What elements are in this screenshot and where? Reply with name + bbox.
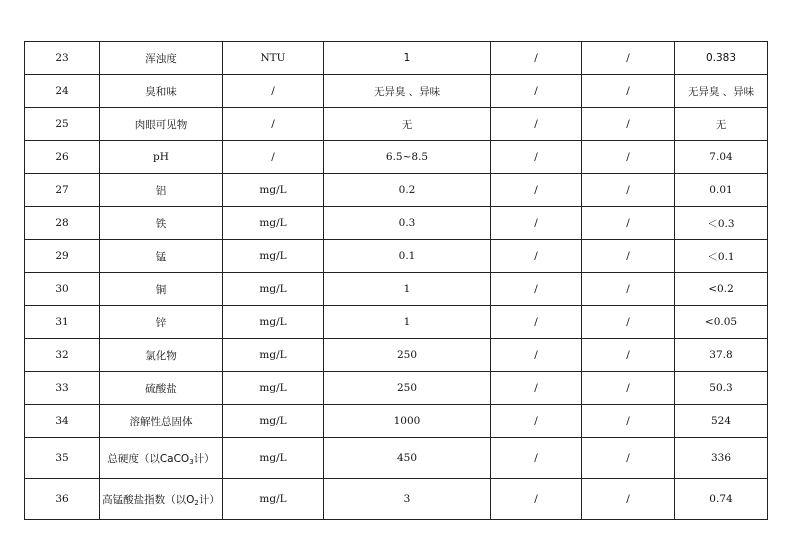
unit-cell: mg/L xyxy=(223,339,324,372)
water-quality-table xyxy=(24,41,768,520)
unit-cell: mg/L xyxy=(223,405,324,438)
empty-cell: / xyxy=(582,174,675,207)
result-value: 无异臭 、异味 xyxy=(675,75,768,108)
empty-cell: / xyxy=(582,438,675,479)
limit-value: 6.5~8.5 xyxy=(324,141,491,174)
table-row xyxy=(25,42,768,75)
unit-cell: mg/L xyxy=(223,306,324,339)
row-number: 28 xyxy=(25,207,100,240)
table-row xyxy=(25,405,768,438)
empty-cell: / xyxy=(491,42,582,75)
unit-cell: mg/L xyxy=(223,372,324,405)
empty-cell: / xyxy=(491,405,582,438)
test-item: 溶解性总固体 xyxy=(100,405,223,438)
unit-cell: / xyxy=(223,108,324,141)
empty-cell: / xyxy=(491,108,582,141)
row-number: 25 xyxy=(25,108,100,141)
subscript: 2 xyxy=(194,498,199,507)
row-number: 23 xyxy=(25,42,100,75)
empty-cell: / xyxy=(582,273,675,306)
result-value: ＜0.3 xyxy=(675,207,768,240)
empty-cell: / xyxy=(491,306,582,339)
empty-cell: / xyxy=(582,405,675,438)
limit-value: 1 xyxy=(324,306,491,339)
limit-value: 0.2 xyxy=(324,174,491,207)
test-item xyxy=(100,479,223,520)
test-item: 浑浊度 xyxy=(100,42,223,75)
unit-cell: / xyxy=(223,141,324,174)
unit-cell: mg/L xyxy=(223,438,324,479)
table-row xyxy=(25,207,768,240)
empty-cell: / xyxy=(491,240,582,273)
limit-value: 无 xyxy=(324,108,491,141)
test-item: 臭和味 xyxy=(100,75,223,108)
table-row xyxy=(25,273,768,306)
test-item: 铁 xyxy=(100,207,223,240)
row-number: 32 xyxy=(25,339,100,372)
result-value: ＜0.1 xyxy=(675,240,768,273)
empty-cell: / xyxy=(582,372,675,405)
table-row xyxy=(25,372,768,405)
test-item: 硫酸盐 xyxy=(100,372,223,405)
test-item-text: 总硬度（以CaCO xyxy=(107,452,190,465)
test-item-text: 计） xyxy=(198,493,220,506)
empty-cell: / xyxy=(491,273,582,306)
limit-value: 250 xyxy=(324,372,491,405)
empty-cell: / xyxy=(582,141,675,174)
test-item: 肉眼可见物 xyxy=(100,108,223,141)
result-value: <0.05 xyxy=(675,306,768,339)
limit-value: 无异臭 、异味 xyxy=(324,75,491,108)
result-value: 0.01 xyxy=(675,174,768,207)
row-number: 26 xyxy=(25,141,100,174)
limit-value: 1 xyxy=(324,42,491,75)
table-row xyxy=(25,438,768,479)
test-item: 锌 xyxy=(100,306,223,339)
limit-value: 0.3 xyxy=(324,207,491,240)
test-item-text: 高锰酸盐指数（以O xyxy=(102,493,195,506)
result-value: 7.04 xyxy=(675,141,768,174)
row-number: 33 xyxy=(25,372,100,405)
table-row xyxy=(25,108,768,141)
empty-cell: / xyxy=(582,75,675,108)
test-item xyxy=(100,438,223,479)
test-item: pH xyxy=(100,141,223,174)
result-value: 0.74 xyxy=(675,479,768,520)
empty-cell: / xyxy=(582,339,675,372)
unit-cell: mg/L xyxy=(223,174,324,207)
limit-value: 0.1 xyxy=(324,240,491,273)
empty-cell: / xyxy=(582,42,675,75)
empty-cell: / xyxy=(491,479,582,520)
row-number: 31 xyxy=(25,306,100,339)
limit-value: 250 xyxy=(324,339,491,372)
empty-cell: / xyxy=(491,75,582,108)
result-value: 37.8 xyxy=(675,339,768,372)
test-item: 氯化物 xyxy=(100,339,223,372)
row-number: 34 xyxy=(25,405,100,438)
test-item: 铜 xyxy=(100,273,223,306)
empty-cell: / xyxy=(582,240,675,273)
limit-value: 450 xyxy=(324,438,491,479)
result-value: 50.3 xyxy=(675,372,768,405)
empty-cell: / xyxy=(582,306,675,339)
unit-cell: mg/L xyxy=(223,479,324,520)
empty-cell: / xyxy=(582,207,675,240)
empty-cell: / xyxy=(491,438,582,479)
test-item: 铝 xyxy=(100,174,223,207)
row-number: 30 xyxy=(25,273,100,306)
empty-cell: / xyxy=(491,372,582,405)
empty-cell: / xyxy=(491,339,582,372)
table-row xyxy=(25,75,768,108)
unit-cell: mg/L xyxy=(223,207,324,240)
empty-cell: / xyxy=(491,174,582,207)
test-item-text: 计） xyxy=(193,452,215,465)
unit-cell: NTU xyxy=(223,42,324,75)
table-row xyxy=(25,306,768,339)
result-value: 0.383 xyxy=(675,42,768,75)
table-row xyxy=(25,174,768,207)
table-row xyxy=(25,479,768,520)
empty-cell: / xyxy=(491,207,582,240)
result-value: 336 xyxy=(675,438,768,479)
table-row xyxy=(25,339,768,372)
empty-cell: / xyxy=(491,141,582,174)
empty-cell: / xyxy=(582,479,675,520)
unit-cell: mg/L xyxy=(223,273,324,306)
row-number: 35 xyxy=(25,438,100,479)
unit-cell: / xyxy=(223,75,324,108)
subscript: 3 xyxy=(189,457,194,466)
empty-cell: / xyxy=(582,108,675,141)
limit-value: 1 xyxy=(324,273,491,306)
limit-value: 3 xyxy=(324,479,491,520)
row-number: 29 xyxy=(25,240,100,273)
table-row xyxy=(25,141,768,174)
row-number: 24 xyxy=(25,75,100,108)
result-value: 524 xyxy=(675,405,768,438)
result-value: <0.2 xyxy=(675,273,768,306)
row-number: 36 xyxy=(25,479,100,520)
result-value: 无 xyxy=(675,108,768,141)
test-item: 锰 xyxy=(100,240,223,273)
table-row xyxy=(25,240,768,273)
unit-cell: mg/L xyxy=(223,240,324,273)
limit-value: 1000 xyxy=(324,405,491,438)
row-number: 27 xyxy=(25,174,100,207)
